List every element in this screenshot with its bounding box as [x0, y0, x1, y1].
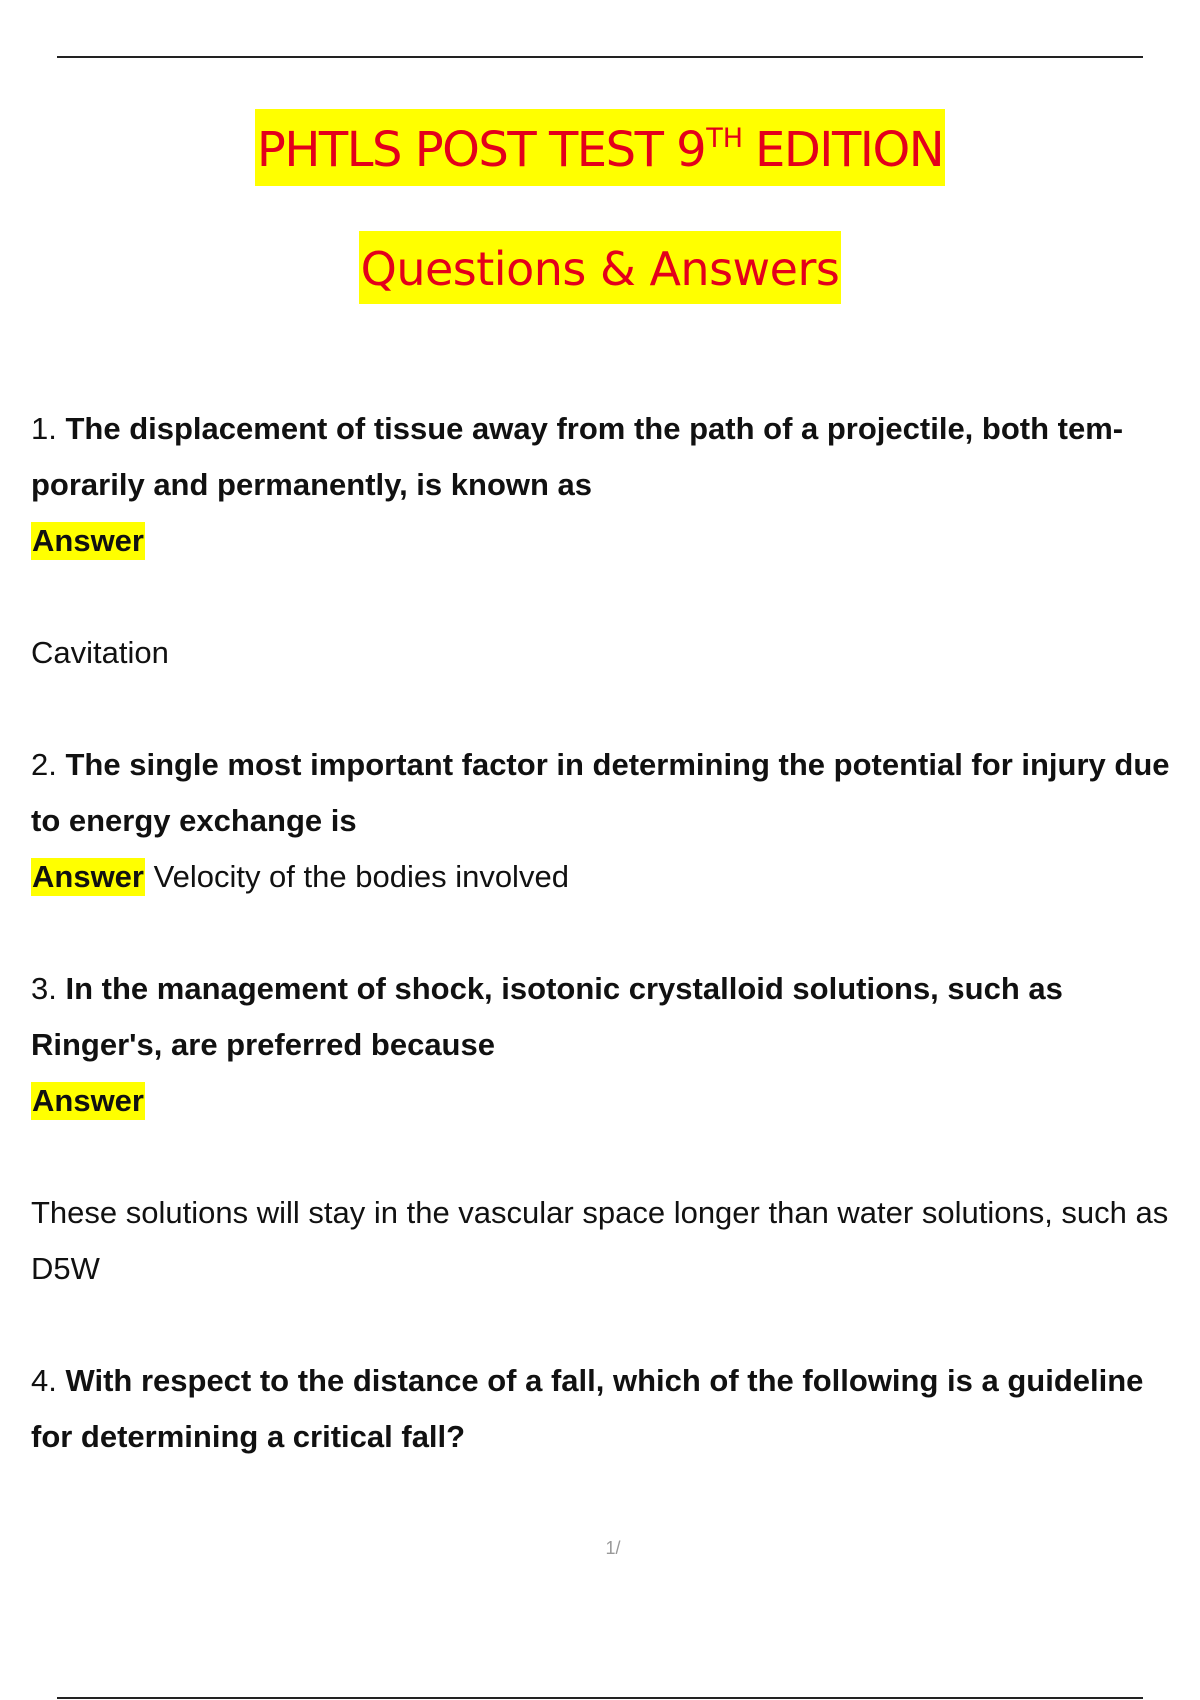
- answer-2-text: Velocity of the bodies involved: [153, 859, 569, 894]
- qa-content: [31, 401, 1200, 1465]
- question-2-text-a: The single most important factor in determining the potential for injury due: [65, 747, 1170, 782]
- answer-3-label: Answer: [32, 1083, 144, 1118]
- question-3-number: 3.: [31, 971, 57, 1006]
- question-2-line-2: to energy exchange is: [31, 803, 357, 838]
- question-1-number: 1.: [31, 411, 57, 446]
- answer-2-label: Answer: [32, 859, 144, 894]
- document-title: [0, 109, 1200, 186]
- answer-1-label: Answer: [32, 523, 144, 558]
- title-superscript: TH: [706, 123, 744, 154]
- answer-3-text-line-2: D5W: [31, 1251, 100, 1286]
- answer-2-line: [31, 849, 1200, 905]
- question-4-line-1: [31, 1353, 1200, 1409]
- spacer: [31, 905, 1200, 961]
- answer-3-text-line-1: These solutions will stay in the vascular space longer than water solutions, such as: [31, 1195, 1169, 1230]
- question-1-text-a: The displacement of tissue away from the path of a projectile, both tem-: [65, 411, 1124, 446]
- question-1-line-2: porarily and permanently, is known as: [31, 467, 593, 502]
- question-4-text-a: With respect to the distance of a fall, which of the following is a guideline: [65, 1363, 1144, 1398]
- spacer: [31, 569, 1200, 625]
- spacer: [31, 681, 1200, 737]
- question-block-1: [31, 401, 1200, 737]
- question-3-text-a: In the management of shock, isotonic crystalloid solutions, such as: [65, 971, 1063, 1006]
- page-number: 1/: [605, 1538, 621, 1558]
- spacer: [31, 1129, 1200, 1185]
- subtitle-highlight: Questions & Answers: [359, 231, 842, 304]
- question-3-line-1: [31, 961, 1200, 1017]
- question-block-3: [31, 961, 1200, 1353]
- answer-3-label-line: [31, 1073, 1200, 1129]
- spacer: [31, 1297, 1200, 1353]
- top-rule: [57, 56, 1143, 58]
- answer-1-text: Cavitation: [31, 635, 169, 670]
- question-4-number: 4.: [31, 1363, 57, 1398]
- question-3-line-2: Ringer's, are preferred because: [31, 1027, 495, 1062]
- question-block-2: [31, 737, 1200, 961]
- question-4-line-2: for determining a critical fall?: [31, 1419, 466, 1454]
- question-1-line-1: [31, 401, 1200, 457]
- question-block-4: [31, 1353, 1200, 1465]
- answer-1-label-line: [31, 513, 1200, 569]
- document-subtitle: [0, 231, 1200, 304]
- question-2-number: 2.: [31, 747, 57, 782]
- title-tail-text: EDITION: [755, 122, 944, 178]
- document-title-highlight: [255, 109, 945, 186]
- bottom-rule: [57, 1697, 1143, 1699]
- title-main-text: PHTLS POST TEST 9: [256, 122, 706, 178]
- question-2-line-1: [31, 737, 1200, 793]
